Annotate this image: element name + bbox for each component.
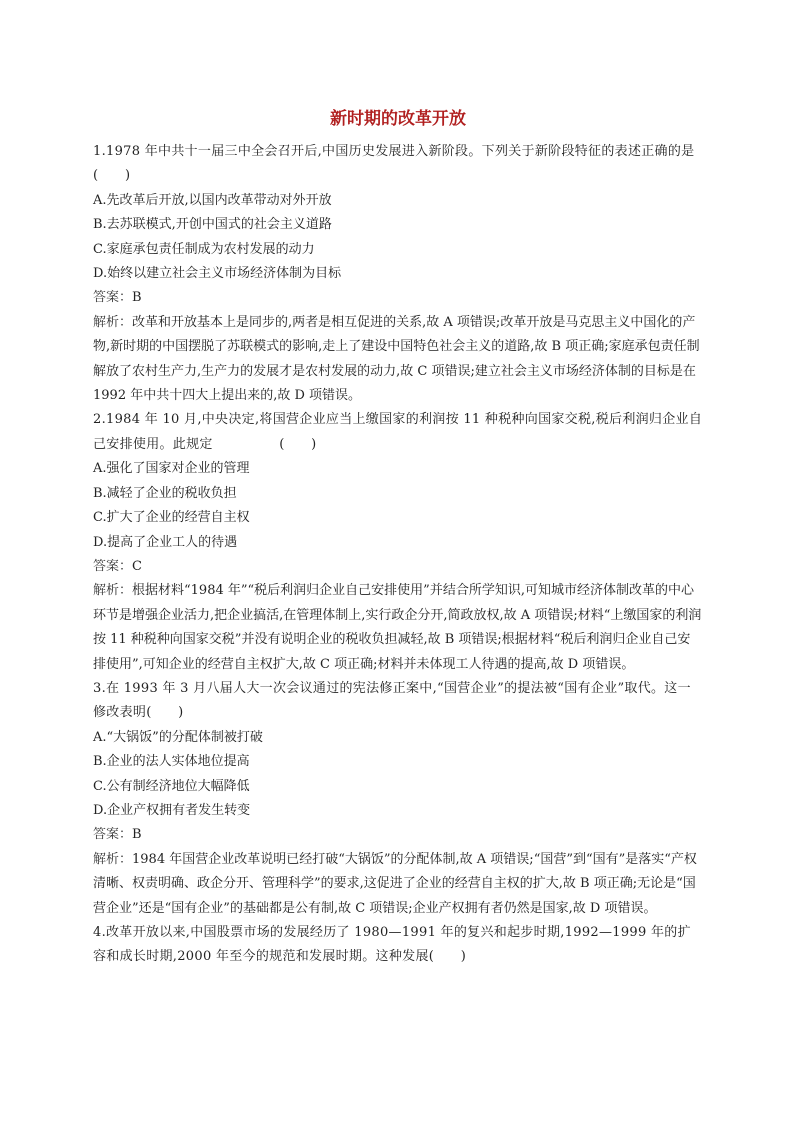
question-stem: 3.在 1993 年 3 月八届人大一次会议通过的宪法修正案中,“国营企业”的提法被“国有企业”取代。这一修改表明( ) bbox=[93, 680, 691, 721]
answer-value: C bbox=[132, 558, 142, 574]
question-3 bbox=[93, 677, 703, 921]
option-a: A.“大锅饭”的分配体制被打破 bbox=[93, 729, 263, 745]
analysis-label: 解析： bbox=[93, 851, 133, 867]
answer-label: 答案： bbox=[93, 290, 133, 306]
option-a: A.先改革后开放,以国内改革带动对外开放 bbox=[93, 192, 332, 208]
answer-line bbox=[93, 286, 703, 310]
page-title: 新时期的改革开放 bbox=[330, 109, 466, 129]
option-d: D.企业产权拥有者发生转变 bbox=[93, 802, 251, 818]
document-page bbox=[93, 106, 703, 970]
question-stem: 4.改革开放以来,中国股票市场的发展经历了 1980—1991 年的复兴和起步时期,1992—1999 年的扩容和成长时期,2000 年至今的规范和发展时期。这种发展( ) bbox=[93, 925, 691, 965]
analysis-body: 根据材料“1984 年”“税后利润归企业自己安排使用”并结合所学知识,可知城市经济体制改革的中心环节是增强企业活力,把企业搞活,在管理体制上,实行政企分开,简政放权,故 A 项错误;材料“上缴国家的利润按 11 种税种向国家交税”并没有说明企业的税收负担减轻,故 B 项错误;根据材料“税后利润归企业自己安排使用”,可知企业的经营自主权扩大,故 C 项正确;材料并未体现工人待遇的提高,故 D 项错误。 bbox=[93, 583, 702, 672]
analysis-label: 解析： bbox=[93, 583, 133, 599]
answer-line bbox=[93, 555, 703, 579]
answer-value: B bbox=[132, 827, 142, 843]
question-1 bbox=[93, 140, 703, 408]
option-c: C.公有制经济地位大幅降低 bbox=[93, 778, 250, 794]
question-stem: 1.1978 年中共十一届三中全会召开后,中国历史发展进入新阶段。下列关于新阶段特征的表述正确的是( ) bbox=[93, 144, 695, 184]
analysis-text bbox=[93, 311, 703, 409]
option-b: B.减轻了企业的税收负担 bbox=[93, 485, 237, 501]
analysis-body: 1984 年国营企业改革说明已经打破“大锅饭”的分配体制,故 A 项错误;“国营”到“国有”是落实“产权清晰、权责明确、政企分开、管理科学”的要求,这促进了企业的经营自主权的扩大,故 B 项正确;无论是“国营企业”还是“国有企业”的基础都是公有制,故 C 项错误;企业产权拥有者仍然是国家,故 D 项错误。 bbox=[93, 851, 697, 916]
option-a: A.强化了国家对企业的管理 bbox=[93, 461, 250, 477]
option-d: D.提高了企业工人的待遇 bbox=[93, 534, 238, 550]
answer-value: B bbox=[132, 290, 142, 306]
analysis-label: 解析： bbox=[93, 314, 133, 330]
analysis-body: 改革和开放基本上是同步的,两者是相互促进的关系,故 A 项错误;改革开放是马克思主义中国化的产物,新时期的中国摆脱了苏联模式的影响,走上了建设中国特色社会主义的道路,故 B 项正确;家庭承包责任制解放了农村生产力,生产力的发展才是农村发展的动力,故 C 项错误;建立社会主义市场经济体制的目标是在 1992 年中共十四大上提出来的,故 D 项错误。 bbox=[93, 314, 700, 404]
answer-label: 答案： bbox=[93, 558, 133, 574]
option-b: B.去苏联模式,开创中国式的社会主义道路 bbox=[93, 217, 332, 233]
option-c: C.家庭承包责任制成为农村发展的动力 bbox=[93, 241, 315, 257]
analysis-text bbox=[93, 579, 703, 677]
question-stem: 2.1984 年 10 月,中央决定,将国营企业应当上缴国家的利润按 11 种税种向国家交税,税后利润归企业自己安排使用。此规定 ( ) bbox=[93, 412, 703, 452]
option-d: D.始终以建立社会主义市场经济体制为目标 bbox=[93, 266, 342, 282]
analysis-text bbox=[93, 848, 703, 921]
option-b: B.企业的法人实体地位提高 bbox=[93, 754, 250, 770]
answer-line bbox=[93, 823, 703, 847]
question-2 bbox=[93, 408, 703, 676]
answer-label: 答案： bbox=[93, 827, 133, 843]
question-4 bbox=[93, 921, 703, 970]
option-c: C.扩大了企业的经营自主权 bbox=[93, 510, 250, 526]
